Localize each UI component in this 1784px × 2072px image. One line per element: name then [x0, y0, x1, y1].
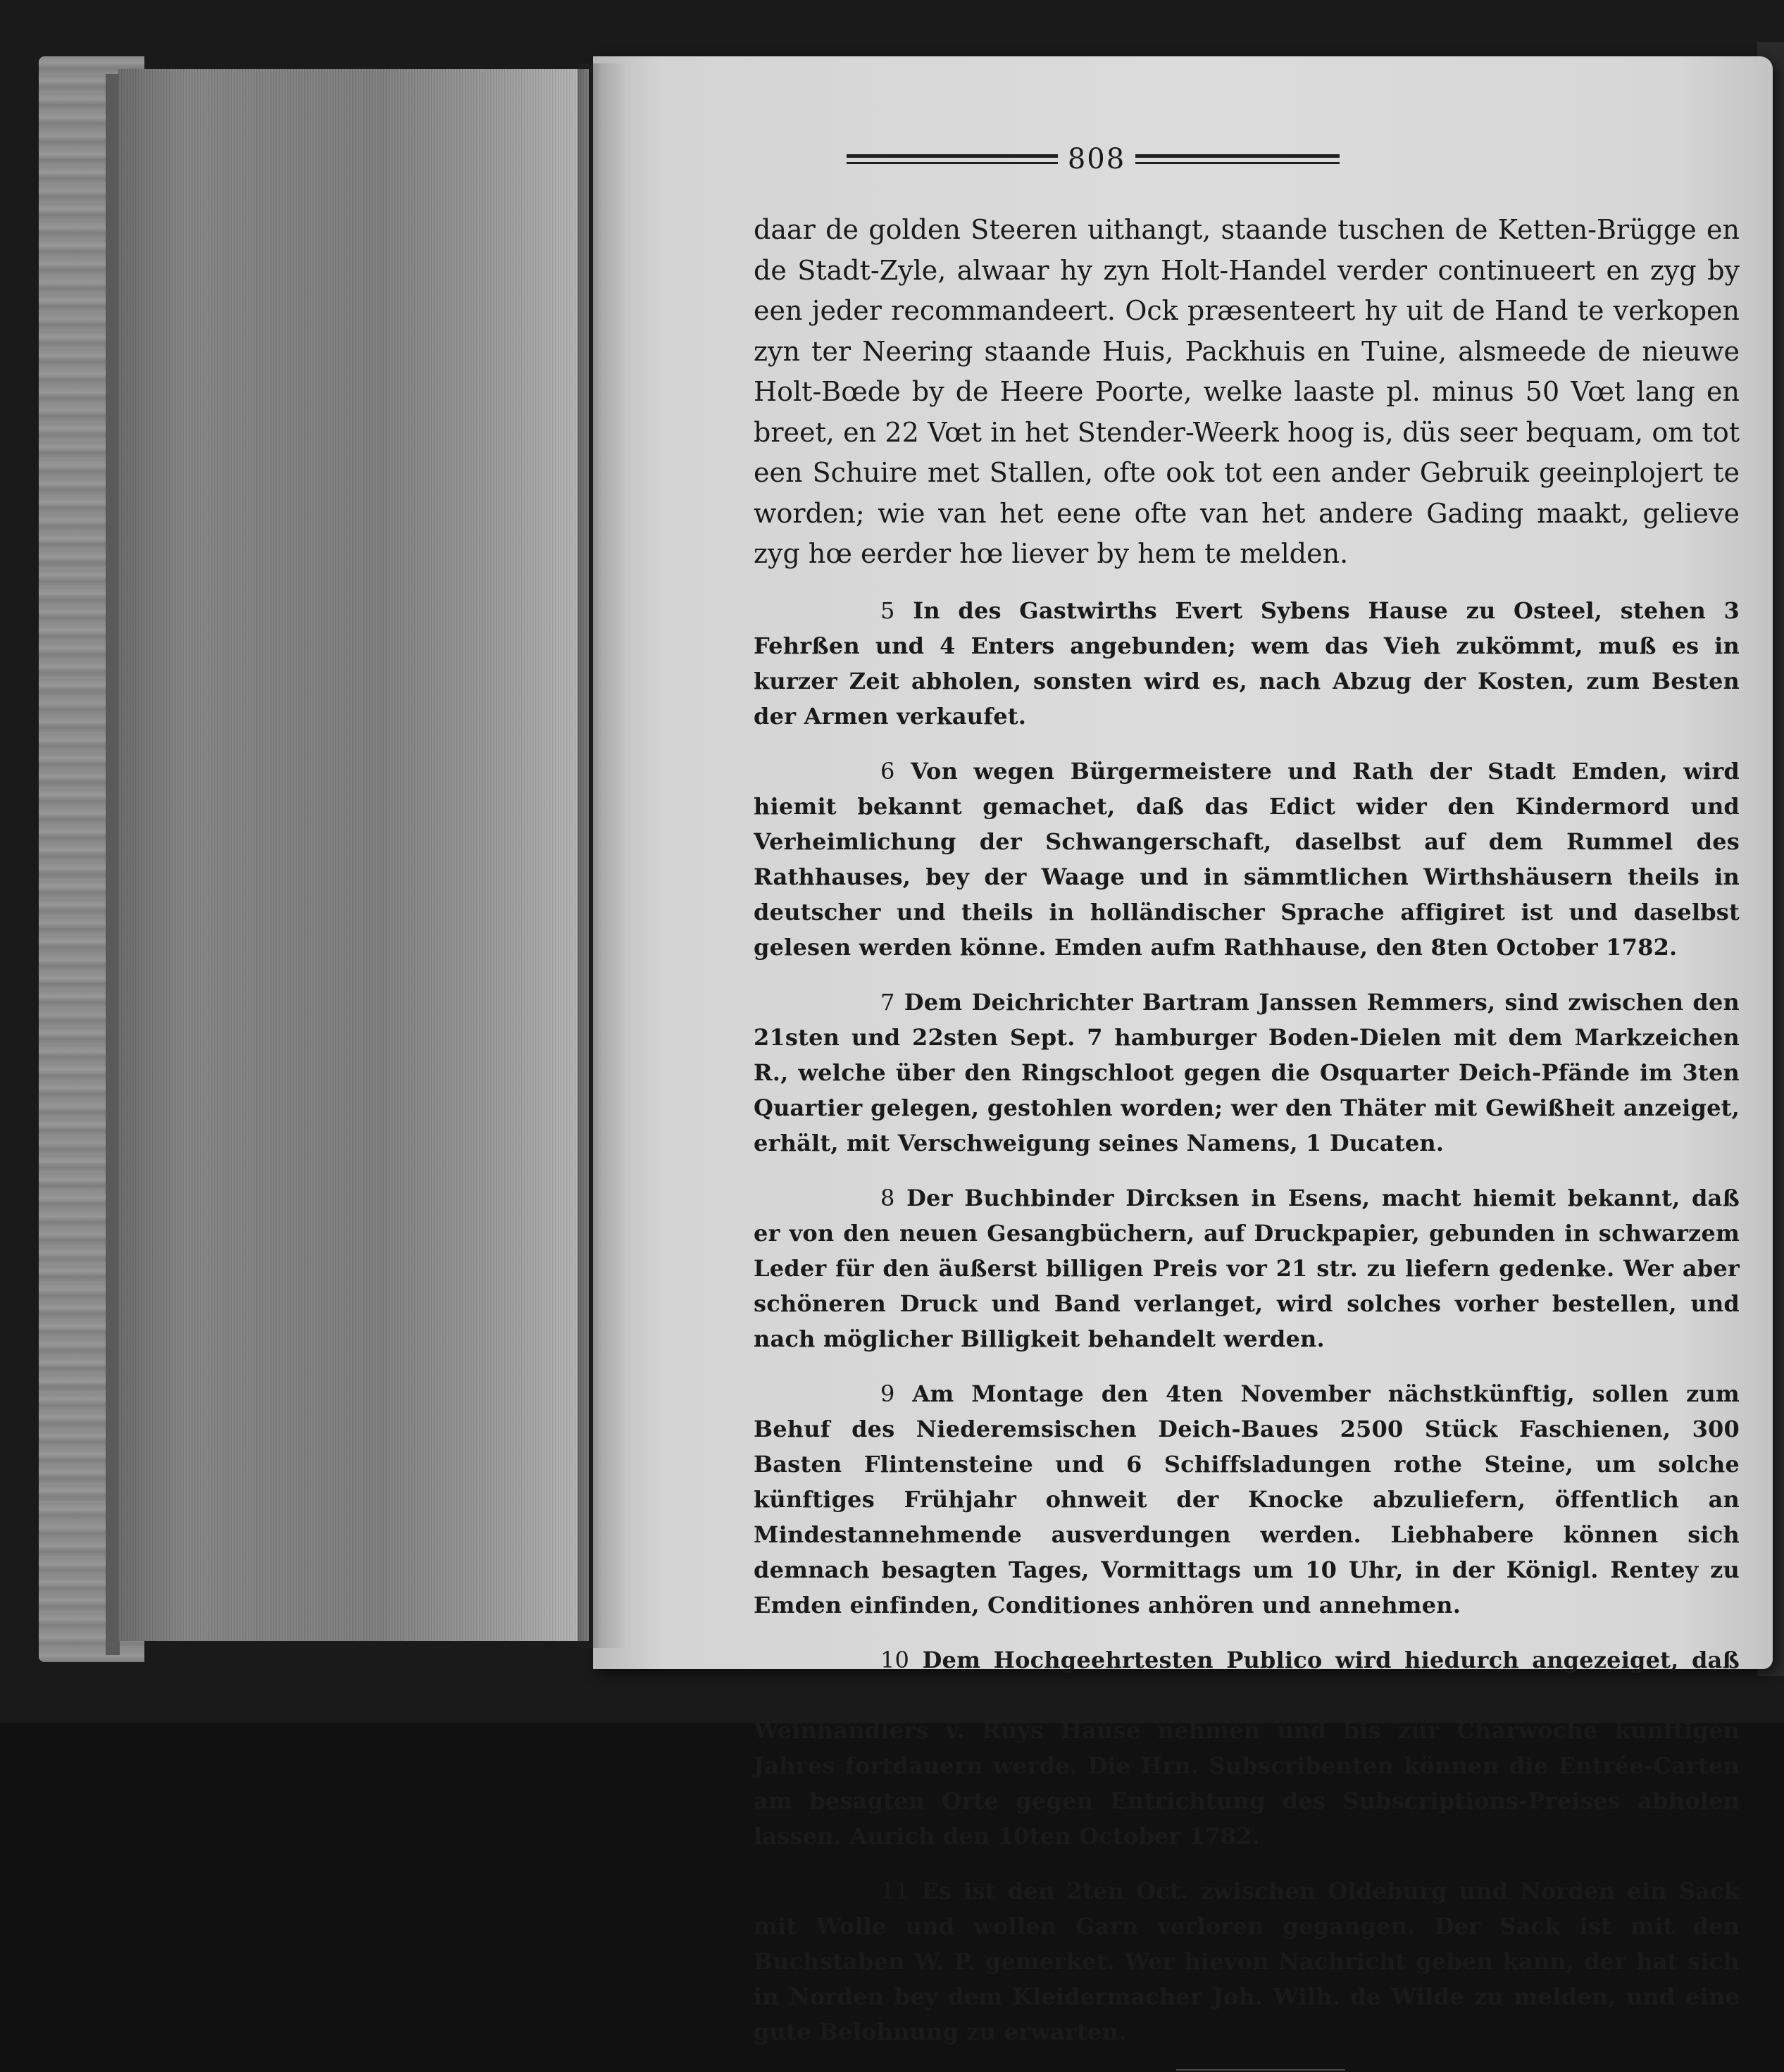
page-header [754, 139, 1740, 179]
notice-number: 6 [880, 757, 895, 785]
notice-text: Der Buchbinder Dircksen in Esens, macht hiemit bekannt, daß er von den neuen Gesangbüchern, auf Druckpapier, gebunden in schwarzem Leder für den äußerst billigen Preis vor 21 str. zu liefern gedenke. Wer aber schöneren Druck und Band verlanget, wird solches vorher bestellen, und nach möglicher Billigkeit behandelt werden. [754, 1184, 1740, 1352]
closing-rule-line [1176, 2069, 1345, 2071]
notice-text: Von wegen Bürgermeistere und Rath der Stadt Emden, wird hiemit bekannt gemachet, daß das Edict wider den Kindermord und Verheimlichung der Schwangerschaft, daselbst auf dem Rummel des Rathhauses, bey der Waage und in sämmtlichen Wirthshäusern theils in deutscher und theils in holländischer Sprache affigiret ist und daselbst gelesen werden könne. Emden aufm Rathhause, den 8ten October 1782. [754, 757, 1740, 961]
notice-number: 11 [880, 1877, 910, 1904]
page-block-fore-edge [118, 69, 589, 1641]
spine-shadow [578, 63, 627, 1648]
notice-text: Dem Deichrichter Bartram Janssen Remmers, sind zwischen den 21sten und 22sten Sept. 7 hamburger Boden-Dielen mit dem Markzeichen R., welche über den Ringschloot gegen die Osquarter Deich-Pfände im 3ten Quartier gelegen, gestohlen worden; wer den Thäter mit Gewißheit anzeiget, erhält, mit Verschweigung seines Namens, 1 Ducaten. [754, 988, 1740, 1156]
notice-6 [754, 754, 1740, 965]
notice-number: 7 [880, 988, 895, 1016]
closing-rule [1176, 2069, 1345, 2072]
notice-number: 8 [880, 1184, 895, 1211]
notice-10 [754, 1642, 1740, 1854]
header-rule-right [1135, 154, 1340, 164]
text-area [754, 139, 1740, 2045]
notice-7 [754, 985, 1740, 1161]
text-page [593, 56, 1773, 2045]
notice-number: 5 [880, 597, 895, 624]
notice-text: Am Montage den 4ten November nächstkünftig, sollen zum Behuf des Niederemsischen Deich-Baues 2500 Stück Faschienen, 300 Basten Flintensteine und 6 Schiffsladungen rothe Steine, um solche künftiges Frühjahr ohnweit der Knocke abzuliefern, öffentlich an Mindestannehmende ausverdungen werden. Liebhabere können sich demnach besagten Tages, Vormittags um 10 Uhr, in der Königl. Rentey zu Emden einfinden, Conditiones anhören und annehmen. [754, 1380, 1740, 1618]
notice-number: 9 [880, 1380, 895, 1407]
notice-number: 10 [880, 1646, 910, 1673]
cover-edge [106, 74, 120, 1655]
header-rule-left [847, 154, 1058, 164]
notice-text: Es ist den 2ten Oct. zwischen Oldeburg und Norden ein Sack mit Wolle und wollen Garn verloren gegangen. Der Sack ist mit den Buchstaben W. P. gemerket. Wer hievon Nachricht geben kann, der hat sich in Norden bey dem Kleidermacher Joh. Wilh. de Wilde zu melden, und eine gute Belohnung zu erwarten. [754, 1877, 1740, 2045]
notice-text: Dem Hochgeehrtesten Publico wird hiedurch angezeiget, daß das diesjährige Winter-Concert am 14 dieses seinen Anfang in des Weinhändlers v. Ruys Hause nehmen und bis zur Charwoche künftigen Jahres fortdauern werde. Die Hrn. Subscribenten können die Entrée-Carten am besagten Orte gegen Entrichtung des Subscriptions-Preises abholen lassen. Aurich den 10ten October 1782. [754, 1646, 1740, 1849]
notice-8 [754, 1180, 1740, 1356]
notice-text: In des Gastwirths Evert Sybens Hause zu Osteel, stehen 3 Fehrßen und 4 Enters angebunden; wem das Vieh zukömmt, muß es in kurzer Zeit abholen, sonsten wird es, nach Abzug der Kosten, zum Besten der Armen verkaufet. [754, 597, 1740, 730]
notice-9 [754, 1376, 1740, 1623]
notice-5 [754, 593, 1740, 734]
page-number: 808 [1067, 143, 1126, 175]
notice-11 [754, 1873, 1740, 2049]
dutch-paragraph: daar de golden Steeren uithangt, staande tuschen de Ketten-Brügge en de Stadt-Zyle, alwaar hy zyn Holt-Handel verder continueert en zyg by een jeder recommandeert. Ock præsenteert hy uit de Hand te verkopen zyn ter Neering staande Huis, Packhuis en Tuine, alsmeede de nieuwe Holt-Bœde by de Heere Poorte, welke laaste pl. minus 50 Vœt lang en breet, en 22 Vœt in het Stender-Weerk hoog is, düs seer bequam, om tot een Schuire met Stallen, ofte ook tot een ander Gebruik geeinplojert te worden; wie van het eene ofte van het andere Gading maakt, gelieve zyg hœ eerder hœ liever by hem te melden. [754, 214, 1740, 569]
